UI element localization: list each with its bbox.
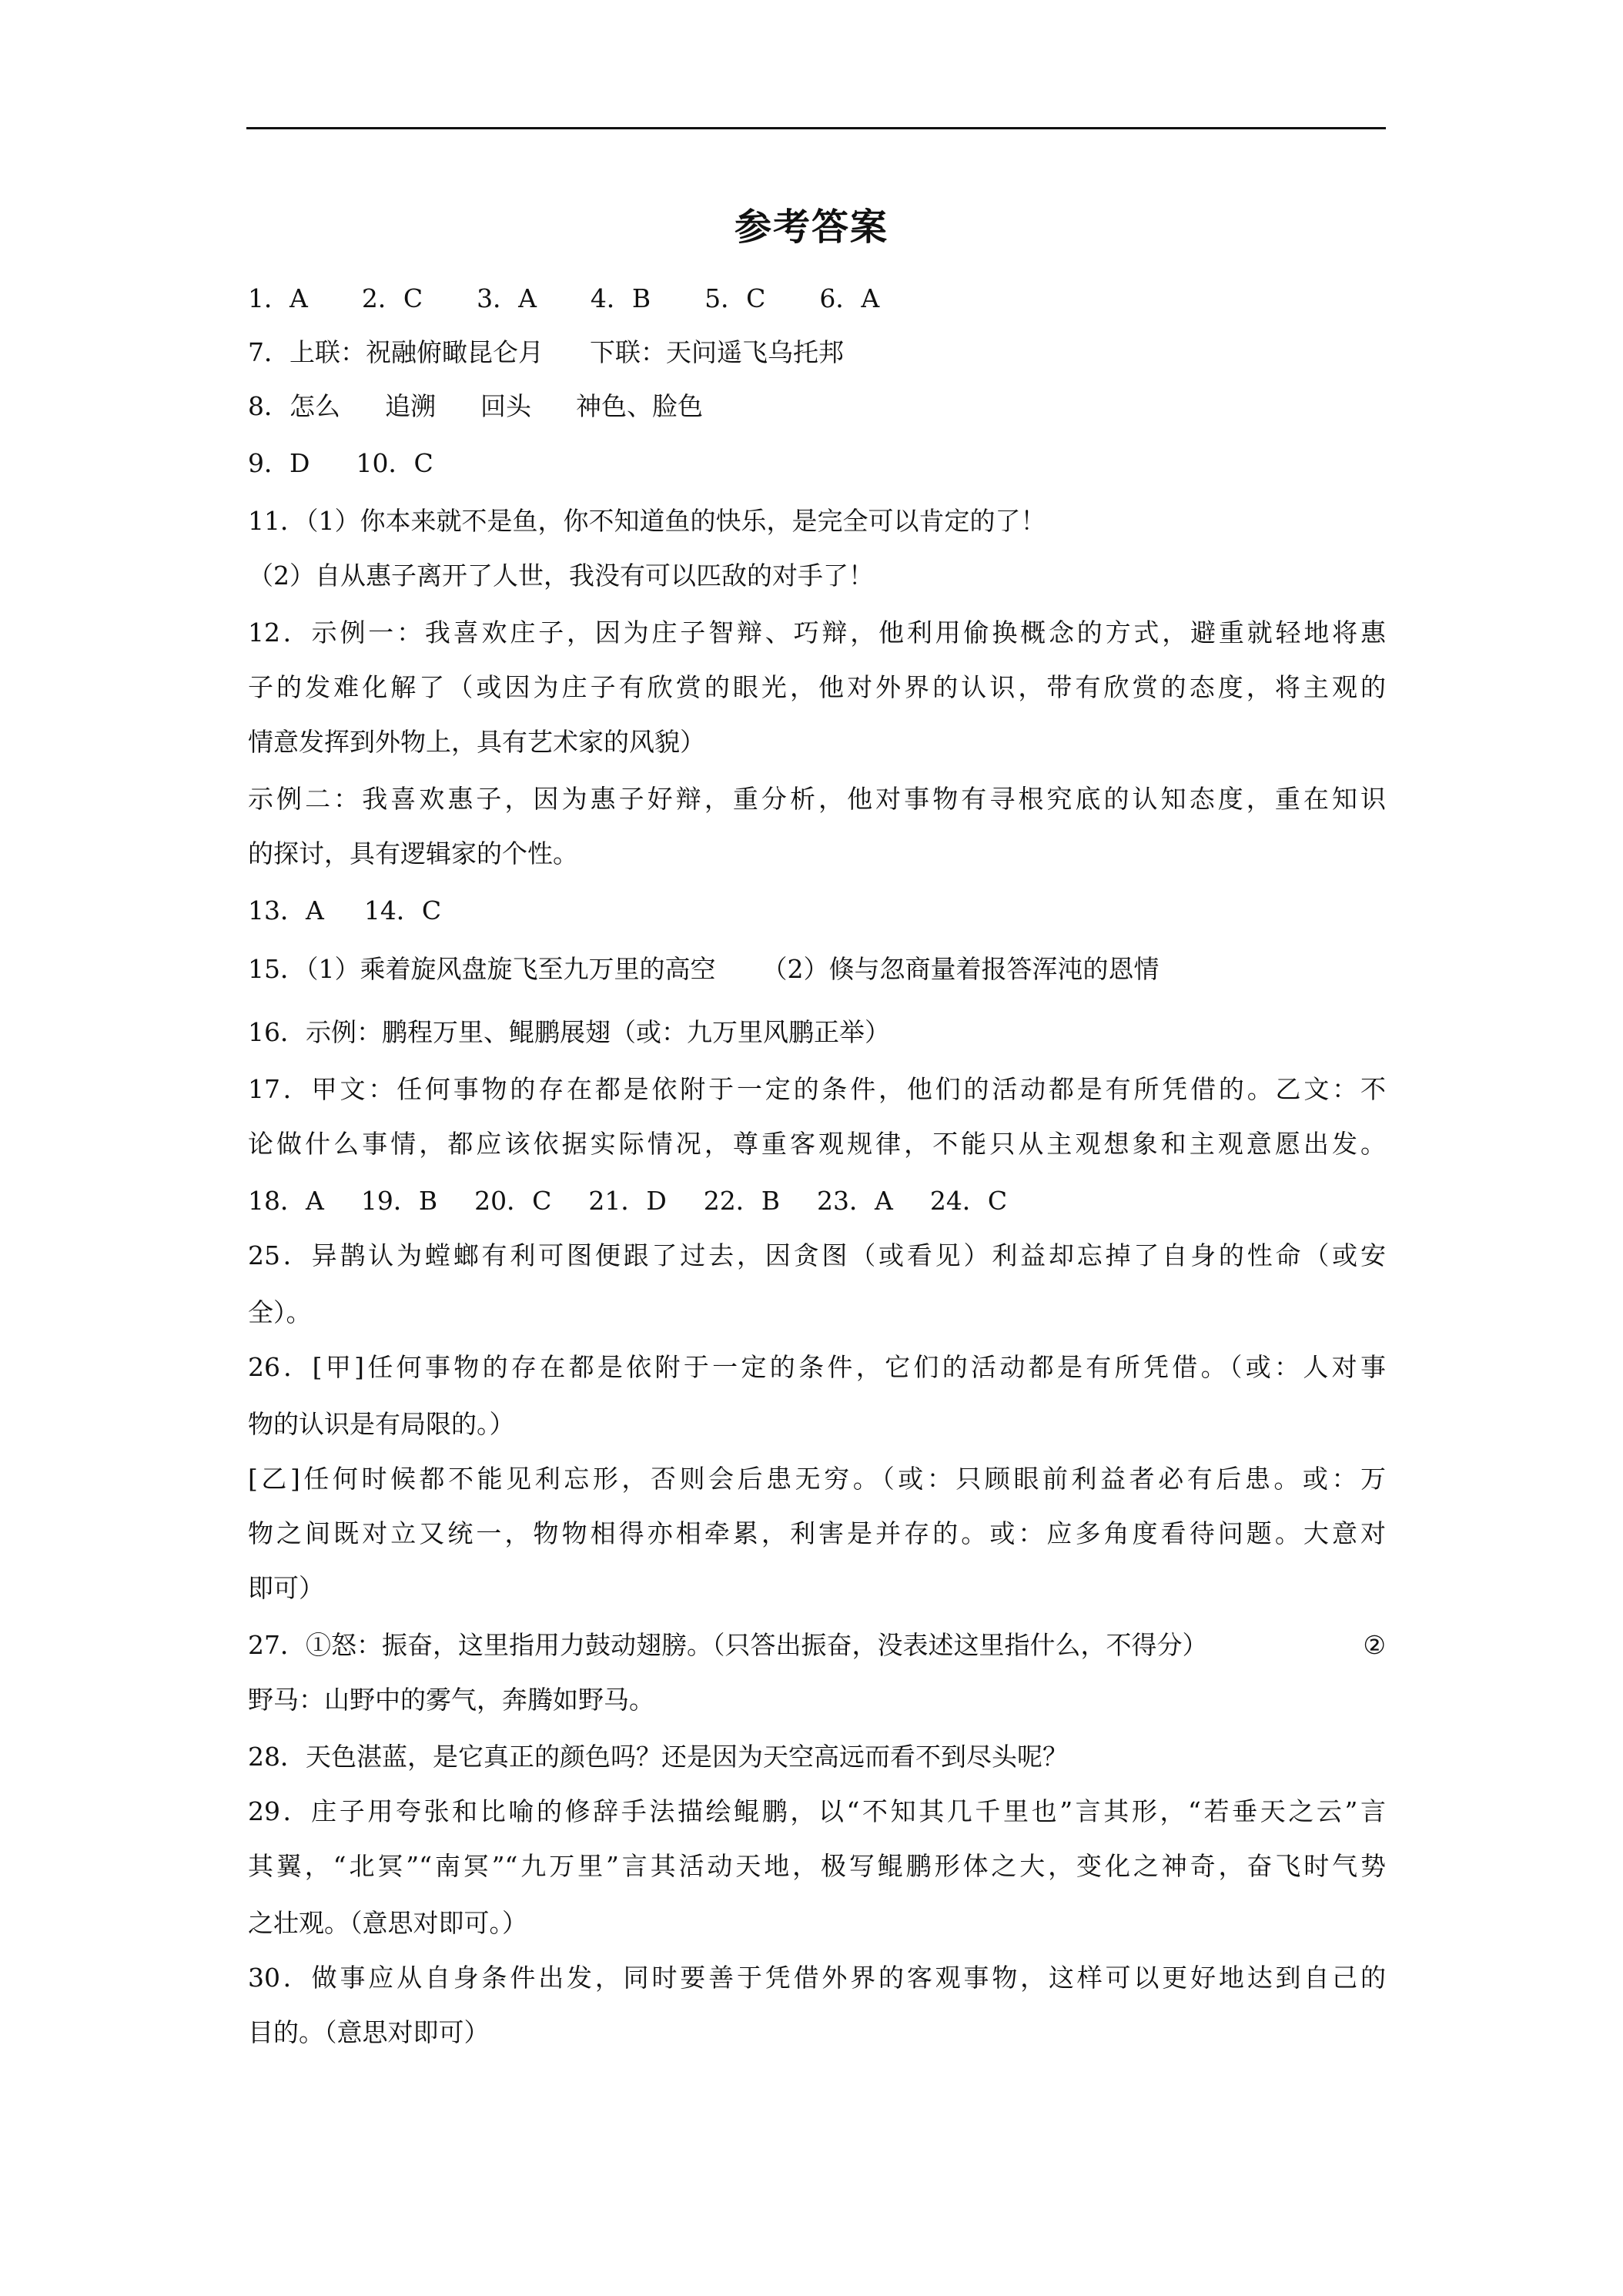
answer-11-part-1: 11．（1）你本来就不是鱼，你不知道鱼的快乐，是完全可以肯定的了！ <box>248 506 1046 536</box>
answer-27-line: 野马：山野中的雾气，奔腾如野马。 <box>248 1685 654 1715</box>
answer-11-part-2: （2）自从惠子离开了人世，我没有可以匹敌的对手了！ <box>248 561 874 591</box>
answer-line-13-14 <box>248 892 1386 930</box>
answer-27-part-1: 27．①怒：振奋，这里指用力鼓动翅膀。（只答出振奋，没表述这里指什么，不得分） <box>248 1630 1208 1660</box>
answer-20: 20．C <box>474 1186 552 1216</box>
answer-26-line: 即可） <box>248 1573 324 1603</box>
answer-14: 14．C <box>363 895 442 925</box>
answer-26-line: 物的认识是有局限的。） <box>248 1409 515 1439</box>
answer-12-line: 的探讨，具有逻辑家的个性。 <box>248 838 578 869</box>
answer-24: 24．C <box>929 1186 1008 1216</box>
answer-19: 19．B <box>360 1186 438 1216</box>
answer-8-item-2: 追溯 <box>385 391 436 421</box>
answer-16: 16．示例：鹏程万里、鲲鹏展翅（或：九万里风鹏正举） <box>248 1017 890 1047</box>
answer-2: 2．C <box>361 283 423 313</box>
answer-8-item-3: 回头 <box>480 391 531 421</box>
answer-23: 23．A <box>817 1186 893 1216</box>
answer-line-8 <box>248 387 1386 426</box>
answer-line-1-6 <box>248 279 1386 318</box>
answer-25-line: 25．异鹊认为螳螂有利可图便跟了过去，因贪图（或看见）利益却忘掉了自身的性命（或安 <box>248 1240 1386 1270</box>
answer-3: 3．A <box>477 283 537 313</box>
answer-12-line: 12．示例一：我喜欢庄子，因为庄子智辩、巧辩，他利用偷换概念的方式，避重就轻地将惠 <box>248 618 1386 648</box>
answer-17-line: 17．甲文：任何事物的存在都是依附于一定的条件，他们的活动都是有所凭借的。乙文：不 <box>248 1074 1386 1104</box>
answer-13: 13．A <box>248 895 324 925</box>
answer-27-line <box>248 1626 1386 1665</box>
answer-28: 28．天色湛蓝，是它真正的颜色吗？还是因为天空高远而看不到尽头呢？ <box>248 1742 1068 1772</box>
answer-29-line: 其翼，“北冥”“南冥”“九万里”言其活动天地，极写鲲鹏形体之大，变化之神奇，奋飞时气势 <box>248 1851 1386 1881</box>
answer-5: 5．C <box>704 283 766 313</box>
answer-30-line: 目的。（意思对即可） <box>248 2017 490 2047</box>
answer-9: 9．D <box>248 448 310 478</box>
answer-29-line: 29．庄子用夸张和比喻的修辞手法描绘鲲鹏，以“不知其几千里也”言其形，“若垂天之云”言 <box>248 1796 1386 1826</box>
answer-17-line: 论做什么事情，都应该依据实际情况，尊重客观规律，不能只从主观想象和主观意愿出发。 <box>248 1129 1386 1159</box>
answer-8-item-1: 8．怎么 <box>248 391 340 421</box>
answer-27-marker-2: ② <box>1363 1630 1386 1660</box>
answer-8-item-4: 神色、脸色 <box>576 391 703 421</box>
answer-21: 21．D <box>588 1186 667 1216</box>
answer-12-line: 子的发难化解了（或因为庄子有欣赏的眼光，他对外界的认识，带有欣赏的态度，将主观的 <box>248 672 1386 702</box>
answer-line-18-24 <box>248 1182 1386 1220</box>
answer-6: 6．A <box>819 283 880 313</box>
answer-line-7 <box>248 333 1386 372</box>
answer-26-line: [乙]任何时候都不能见利忘形，否则会后患无穷。（或：只顾眼前利益者必有后患。或：万 <box>248 1464 1386 1494</box>
answer-7-upper: 7．上联：祝融俯瞰昆仑月 <box>248 337 544 367</box>
answer-29-line: 之壮观。（意思对即可。） <box>248 1908 527 1938</box>
answer-15-part-1: 15．（1）乘着旋风盘旋飞至九万里的高空 <box>248 954 716 984</box>
answer-15-part-2: （2）倏与忽商量着报答浑沌的恩情 <box>761 954 1160 984</box>
answer-30-line: 30．做事应从自身条件出发，同时要善于凭借外界的客观事物，这样可以更好地达到自己的 <box>248 1963 1386 1993</box>
answer-26-line: 26．[甲]任何事物的存在都是依附于一定的条件，它们的活动都是有所凭借。（或：人对事 <box>248 1352 1386 1382</box>
answer-26-line: 物之间既对立又统一，物物相得亦相牵累，利害是并存的。或：应多角度看待问题。大意对 <box>248 1518 1386 1548</box>
answer-12-line: 情意发挥到外物上，具有艺术家的风貌） <box>248 727 705 757</box>
answer-25-line: 全）。 <box>248 1297 312 1327</box>
answer-12-line: 示例二：我喜欢惠子，因为惠子好辩，重分析，他对事物有寻根究底的认知态度，重在知识 <box>248 784 1386 814</box>
answer-18: 18．A <box>248 1186 324 1216</box>
answer-1: 1．A <box>248 283 308 313</box>
header-rule <box>246 127 1386 129</box>
answer-7-lower: 下联：天问遥飞乌托邦 <box>590 337 844 367</box>
answer-22: 22．B <box>703 1186 781 1216</box>
answer-10: 10．C <box>356 448 433 478</box>
answer-4: 4．B <box>590 283 651 313</box>
answer-line-9-10 <box>248 444 1386 483</box>
answer-line-15 <box>248 950 1386 989</box>
page-title: 参考答案 <box>734 206 888 249</box>
